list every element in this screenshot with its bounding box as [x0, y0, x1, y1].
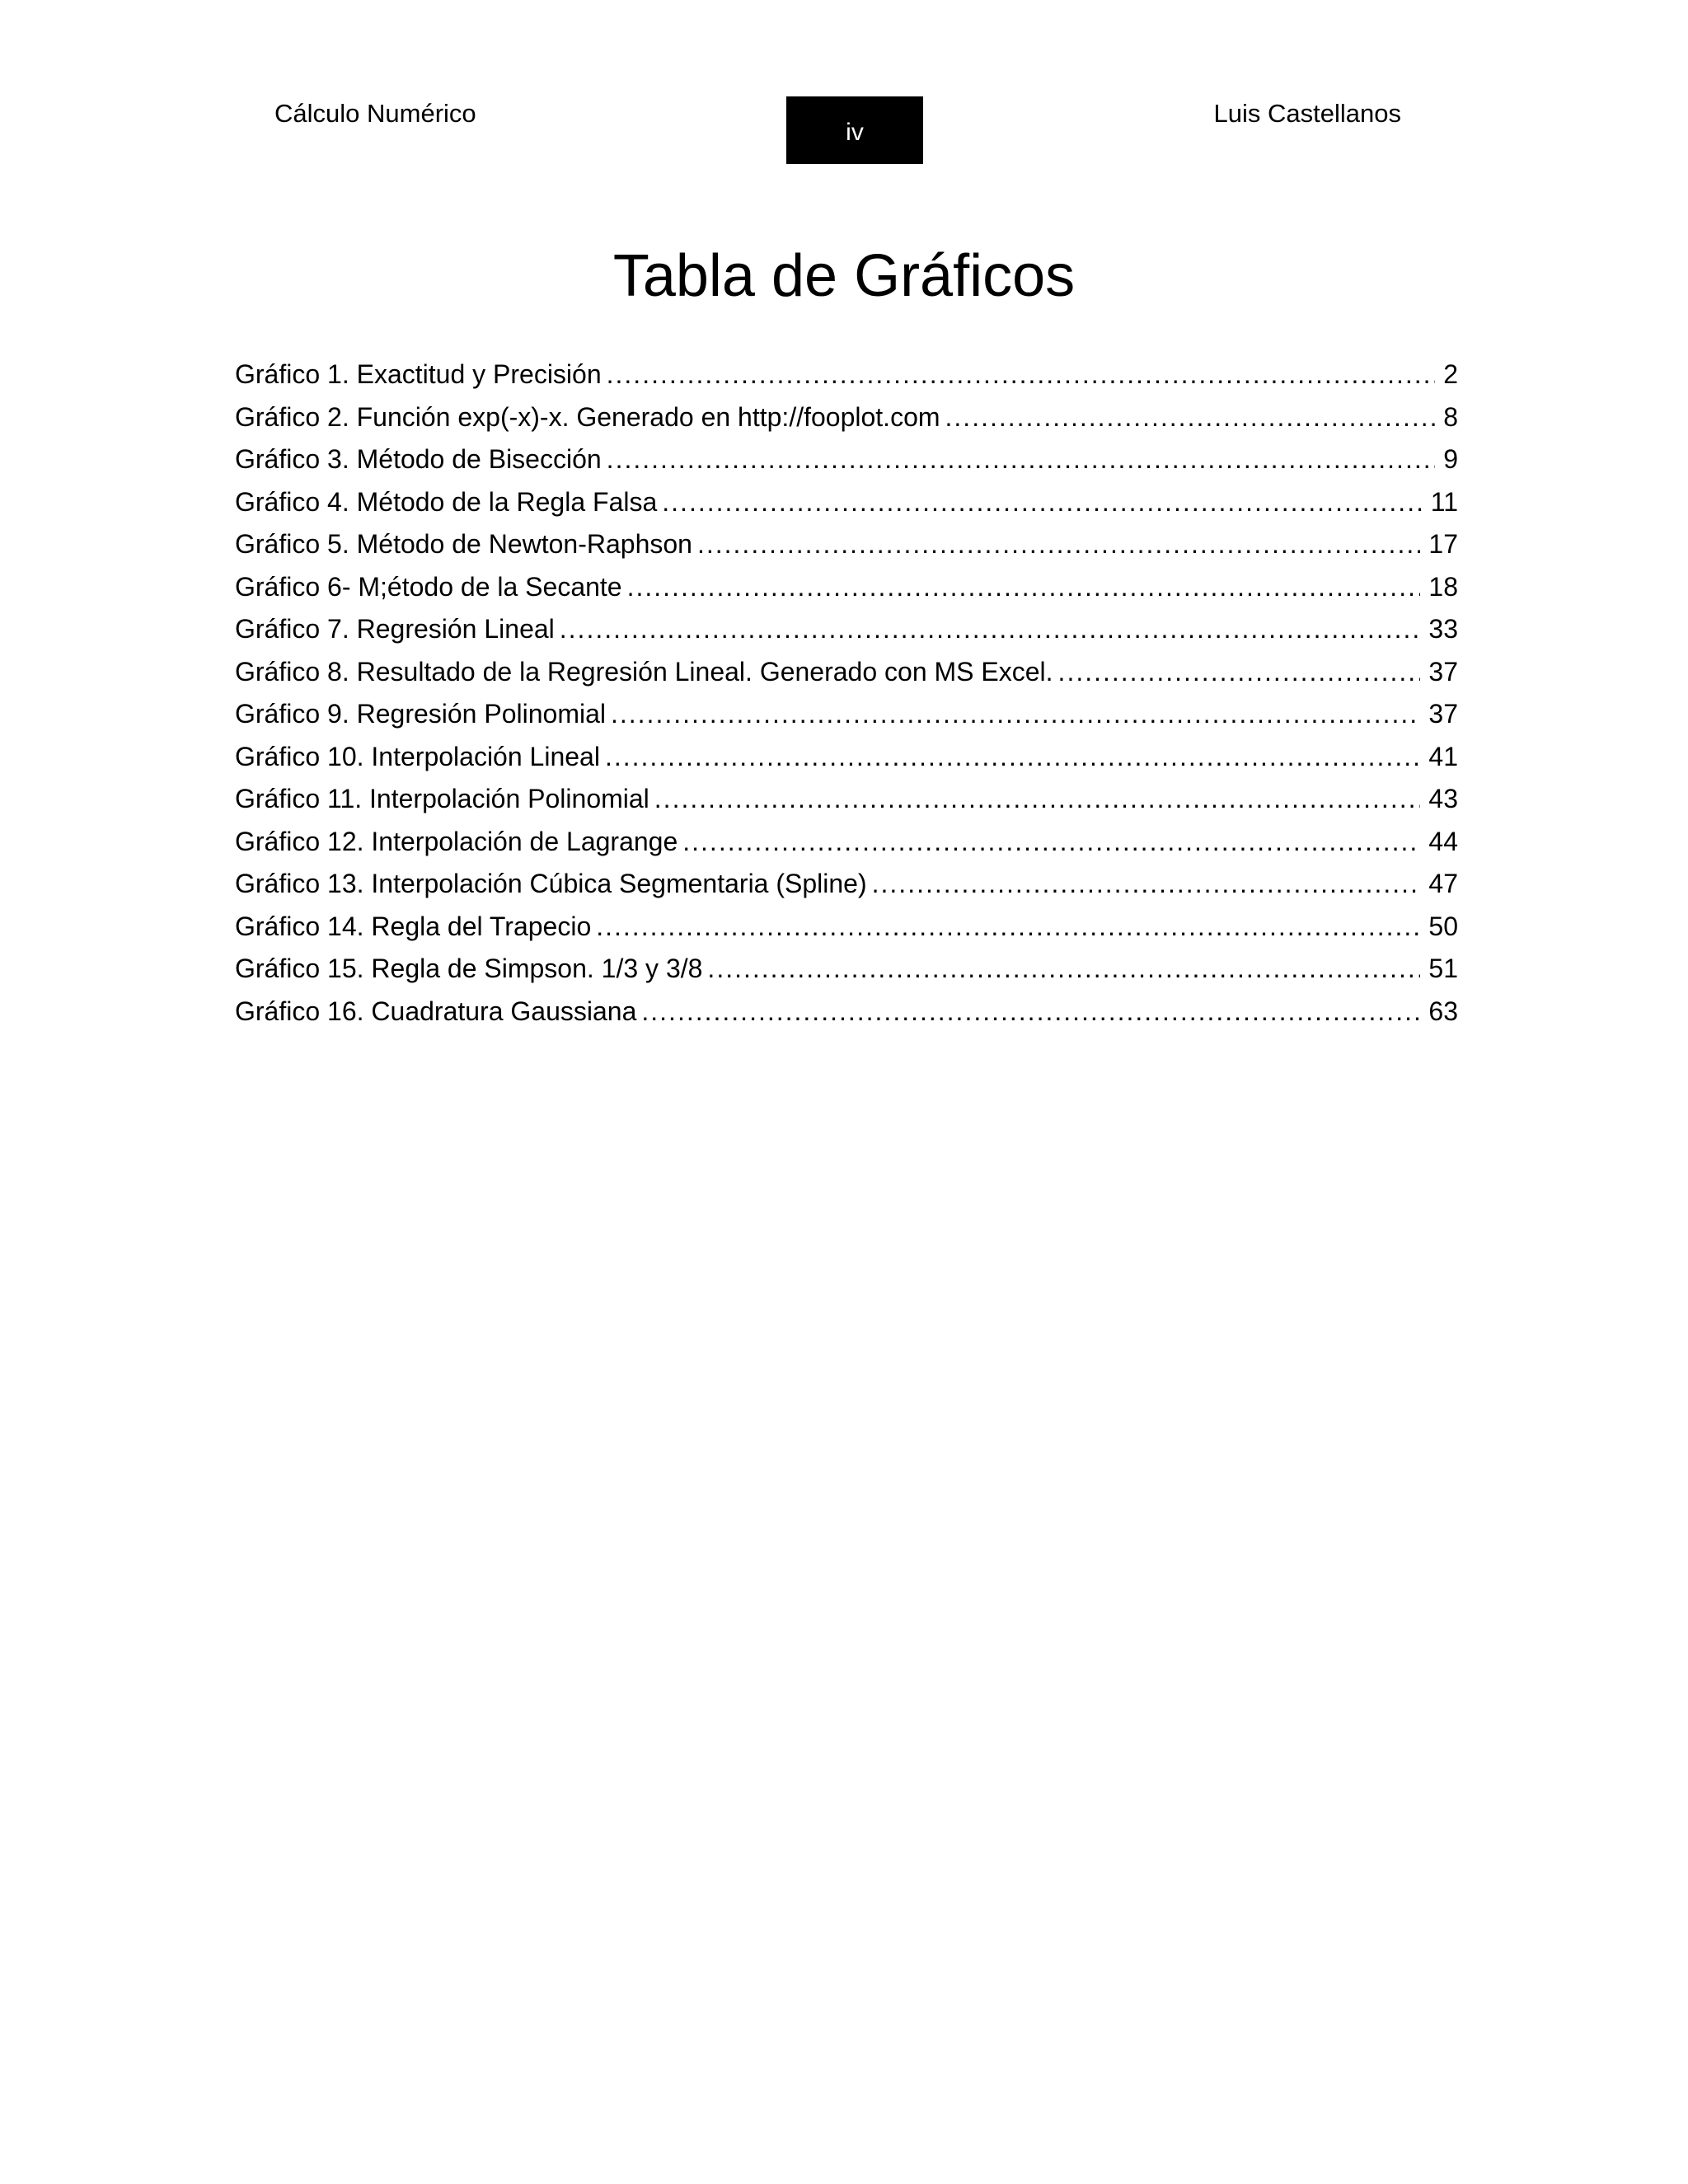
toc-entry-label: Gráfico 8. Resultado de la Regresión Lineal. Generado con MS Excel.: [235, 656, 1053, 687]
toc-entry-label: Gráfico 13. Interpolación Cúbica Segmentaria (Spline): [235, 869, 867, 898]
page-number-box: [786, 96, 923, 164]
toc-entry-page: 47: [1428, 869, 1458, 898]
toc-entry-label: Gráfico 10. Interpolación Lineal: [235, 741, 600, 771]
toc-entry[interactable]: [235, 566, 1458, 609]
toc-entry-label: Gráfico 3. Método de Bisección: [235, 444, 602, 474]
toc-entry[interactable]: [235, 778, 1458, 821]
toc-dot-leader: [682, 821, 1420, 863]
toc-dot-leader: [641, 991, 1420, 1033]
toc-entry-page: 43: [1428, 784, 1458, 813]
toc-dot-leader: [596, 906, 1420, 948]
toc-entry-page: 17: [1428, 529, 1458, 559]
toc-entry-page: 18: [1428, 571, 1458, 602]
toc-dot-leader: [697, 523, 1420, 565]
toc-dot-leader: [560, 608, 1421, 650]
toc-entry-label: Gráfico 4. Método de la Regla Falsa: [235, 486, 658, 517]
toc-entry[interactable]: [235, 906, 1458, 949]
toc-entry[interactable]: [235, 948, 1458, 991]
toc-entry[interactable]: [235, 396, 1458, 439]
toc-entry-page: 9: [1443, 444, 1458, 474]
toc-entry[interactable]: [235, 736, 1458, 779]
toc-entry-page: 8: [1443, 401, 1458, 432]
page-title: Tabla de Gráficos: [612, 243, 1076, 309]
toc-entry-page: 2: [1443, 359, 1458, 389]
toc-entry-page: 51: [1428, 954, 1458, 983]
page-number: iv: [846, 119, 864, 146]
toc-dot-leader: [872, 863, 1421, 905]
toc-entry-page: 11: [1430, 486, 1458, 517]
toc-dot-leader: [662, 481, 1423, 523]
toc-entry[interactable]: [235, 651, 1458, 694]
toc-entry-label: Gráfico 15. Regla de Simpson. 1/3 y 3/8: [235, 954, 703, 983]
toc-entry-page: 33: [1428, 614, 1458, 644]
toc-dot-leader: [707, 948, 1420, 990]
toc-dot-leader: [654, 778, 1421, 820]
toc-entry[interactable]: [235, 608, 1458, 651]
toc-entry[interactable]: [235, 693, 1458, 736]
toc-entry-page: 37: [1428, 656, 1458, 687]
toc-entry-label: Gráfico 12. Interpolación de Lagrange: [235, 826, 678, 856]
toc-dot-leader: [627, 566, 1421, 608]
toc-entry-page: 63: [1428, 996, 1458, 1026]
toc-dot-leader: [611, 693, 1420, 735]
toc-entry-label: Gráfico 2. Función exp(-x)-x. Generado en http://fooplot.com: [235, 401, 940, 432]
header-author: Luis Castellanos: [1213, 99, 1401, 128]
toc-entry[interactable]: [235, 863, 1458, 906]
toc-entry[interactable]: [235, 821, 1458, 864]
toc-entry[interactable]: [235, 523, 1458, 566]
toc-entry[interactable]: [235, 438, 1458, 481]
toc-entry-label: Gráfico 5. Método de Newton-Raphson: [235, 529, 692, 559]
toc-entry-page: 41: [1428, 741, 1458, 771]
toc-entry[interactable]: [235, 481, 1458, 524]
toc-dot-leader: [607, 438, 1436, 480]
table-of-figures: [235, 354, 1458, 1033]
toc-entry-label: Gráfico 6- M;étodo de la Secante: [235, 571, 622, 602]
toc-entry-label: Gráfico 16. Cuadratura Gaussiana: [235, 996, 637, 1026]
toc-entry-label: Gráfico 9. Regresión Polinomial: [235, 699, 606, 729]
toc-entry[interactable]: [235, 991, 1458, 1033]
toc-entry-label: Gráfico 11. Interpolación Polinomial: [235, 784, 649, 813]
toc-entry-page: 44: [1428, 826, 1458, 856]
toc-dot-leader: [605, 736, 1420, 778]
header-book-title: Cálculo Numérico: [274, 99, 476, 128]
toc-entry[interactable]: [235, 354, 1458, 396]
toc-dot-leader: [945, 396, 1436, 438]
toc-dot-leader: [607, 354, 1436, 396]
toc-entry-page: 50: [1428, 911, 1458, 941]
toc-entry-label: Gráfico 14. Regla del Trapecio: [235, 911, 592, 941]
toc-entry-label: Gráfico 7. Regresión Lineal: [235, 614, 555, 644]
toc-dot-leader: [1058, 651, 1421, 693]
toc-entry-page: 37: [1428, 699, 1458, 729]
toc-entry-label: Gráfico 1. Exactitud y Precisión: [235, 359, 602, 389]
